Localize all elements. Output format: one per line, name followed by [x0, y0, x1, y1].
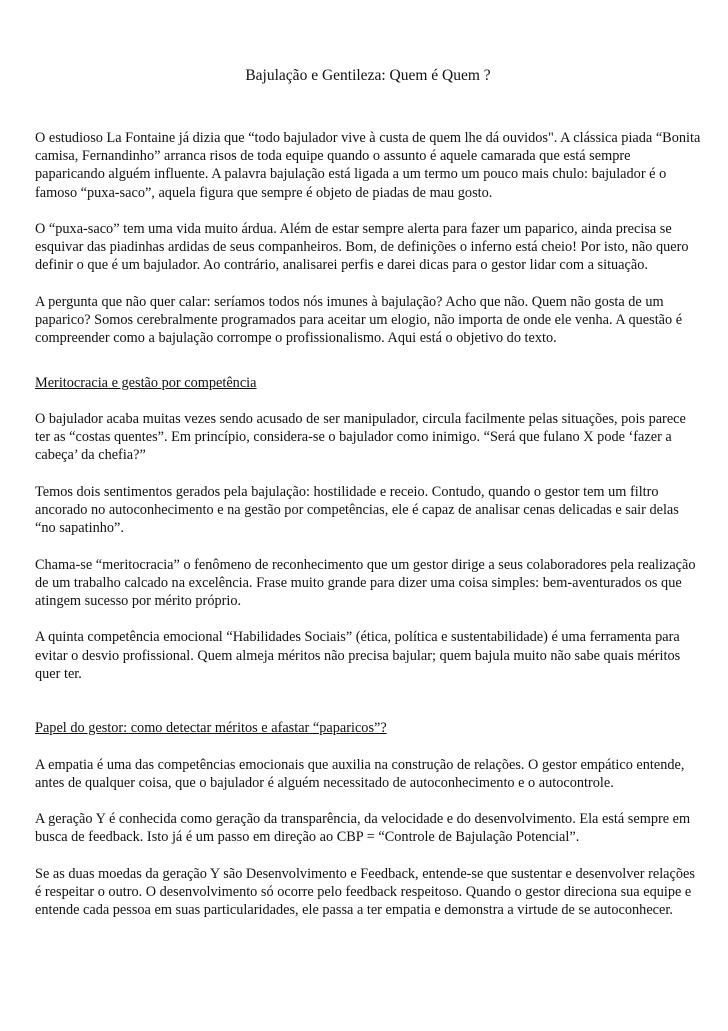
section1-paragraph-3: Chama-se “meritocracia” o fenômeno de reconhecimento que um gestor dirige a seus colaboradores pela realização de um trabalho calcado na excelência. Frase muito grande para dizer uma coisa simples: bem-aventurados os que atingem sucesso por mérito próprio. — [35, 556, 696, 609]
section1-paragraph-4: A quinta competência emocional “Habilidades Sociais” (ética, política e sustentabilidade) é uma ferramenta para evitar o desvio profissional. Quem almeja méritos não precisa bajular; quem bajula muito não sabe quais méritos quer ter. — [35, 629, 681, 682]
intro-paragraph-2: O “puxa-saco” tem uma vida muito árdua. Além de estar sempre alerta para fazer um paparico, ainda precisa se esquivar das piadinhas ardidas de seus companheiros. Bom, de definições o inferno está cheio! Por isto, não quero definir o que é um bajulador. Ao contrário, analisarei perfis e darei dicas para o gestor lidar com a situação. — [35, 221, 689, 274]
document-title: Bajulação e Gentileza: Quem é Quem ? — [245, 67, 491, 84]
document-page — [35, 66, 701, 938]
intro-paragraph-3: A pergunta que não quer calar: seríamos todos nós imunes à bajulação? Acho que não. Quem não gosta de um paparico? Somos cerebralmente programados para aceitar um elogio, não importa de onde ele venha. A questão é compreender como a bajulação corrompe o profissionalismo. Aqui está o objetivo do texto. — [35, 293, 683, 347]
section2-paragraph-2: A geração Y é conhecida como geração da transparência, da velocidade e do desenvolvimento. Ela está sempre em busca de feedback. Isto já é um passo em direção ao CBP = “Controle de Bajulação Potencial”. — [35, 811, 691, 846]
section1-paragraph-2: Temos dois sentimentos gerados pela bajulação: hostilidade e receio. Contudo, quando o gestor tem um filtro ancorado no autoconhecimento e na gestão por competências, ele é capaz de analisar cenas delicadas e sair delas “no sapatinho”. — [35, 483, 679, 537]
spacer — [35, 366, 701, 374]
section2-paragraph-3: Se as duas moedas da geração Y são Desenvolvimento e Feedback, entende-se que sustentar e desenvolver relações é respeitar o outro. O desenvolvimento só ocorre pelo feedback respeitoso. Quando o gestor direciona sua equipe e entende cada pessoa em suas particularidades, ele passa a ter empatia e demonstra a virtude de se autoconhecer. — [35, 865, 695, 919]
section-heading-papel-do-gestor: Papel do gestor: como detectar méritos e afastar “paparicos”? — [35, 720, 387, 737]
section1-paragraph-1: O bajulador acaba muitas vezes sendo acusado de ser manipulador, circula facilmente pelas situações, pois parece ter as “costas quentes”. Em princípio, considera-se o bajulador como inimigo. “Será que fulano X pode ‘fazer a cabeça’ da chefia?” — [35, 410, 686, 464]
section-heading-meritocracia: Meritocracia e gestão por competência — [35, 374, 257, 391]
intro-paragraph-1: O estudioso La Fontaine já dizia que “todo bajulador vive à custa de quem lhe dá ouvidos". A clássica piada “Bonita camisa, Fernandinho” arranca risos de toda equipe quando o assunto é aquele camarada que está sempre paparicando alguém influente. A palavra bajulação está ligada a um termo um pouco mais chulo: bajulador é o famoso “puxa-saco”, aquela figura que sempre é objeto de piadas de mau gosto. — [35, 130, 701, 201]
spacer — [35, 701, 701, 719]
section2-paragraph-1: A empatia é uma das competências emocionais que auxilia na construção de relações. O gestor empático entende, antes de qualquer coisa, que o bajulador é alguém necessitado de autoconhecimento e o autocontrole. — [35, 756, 685, 791]
